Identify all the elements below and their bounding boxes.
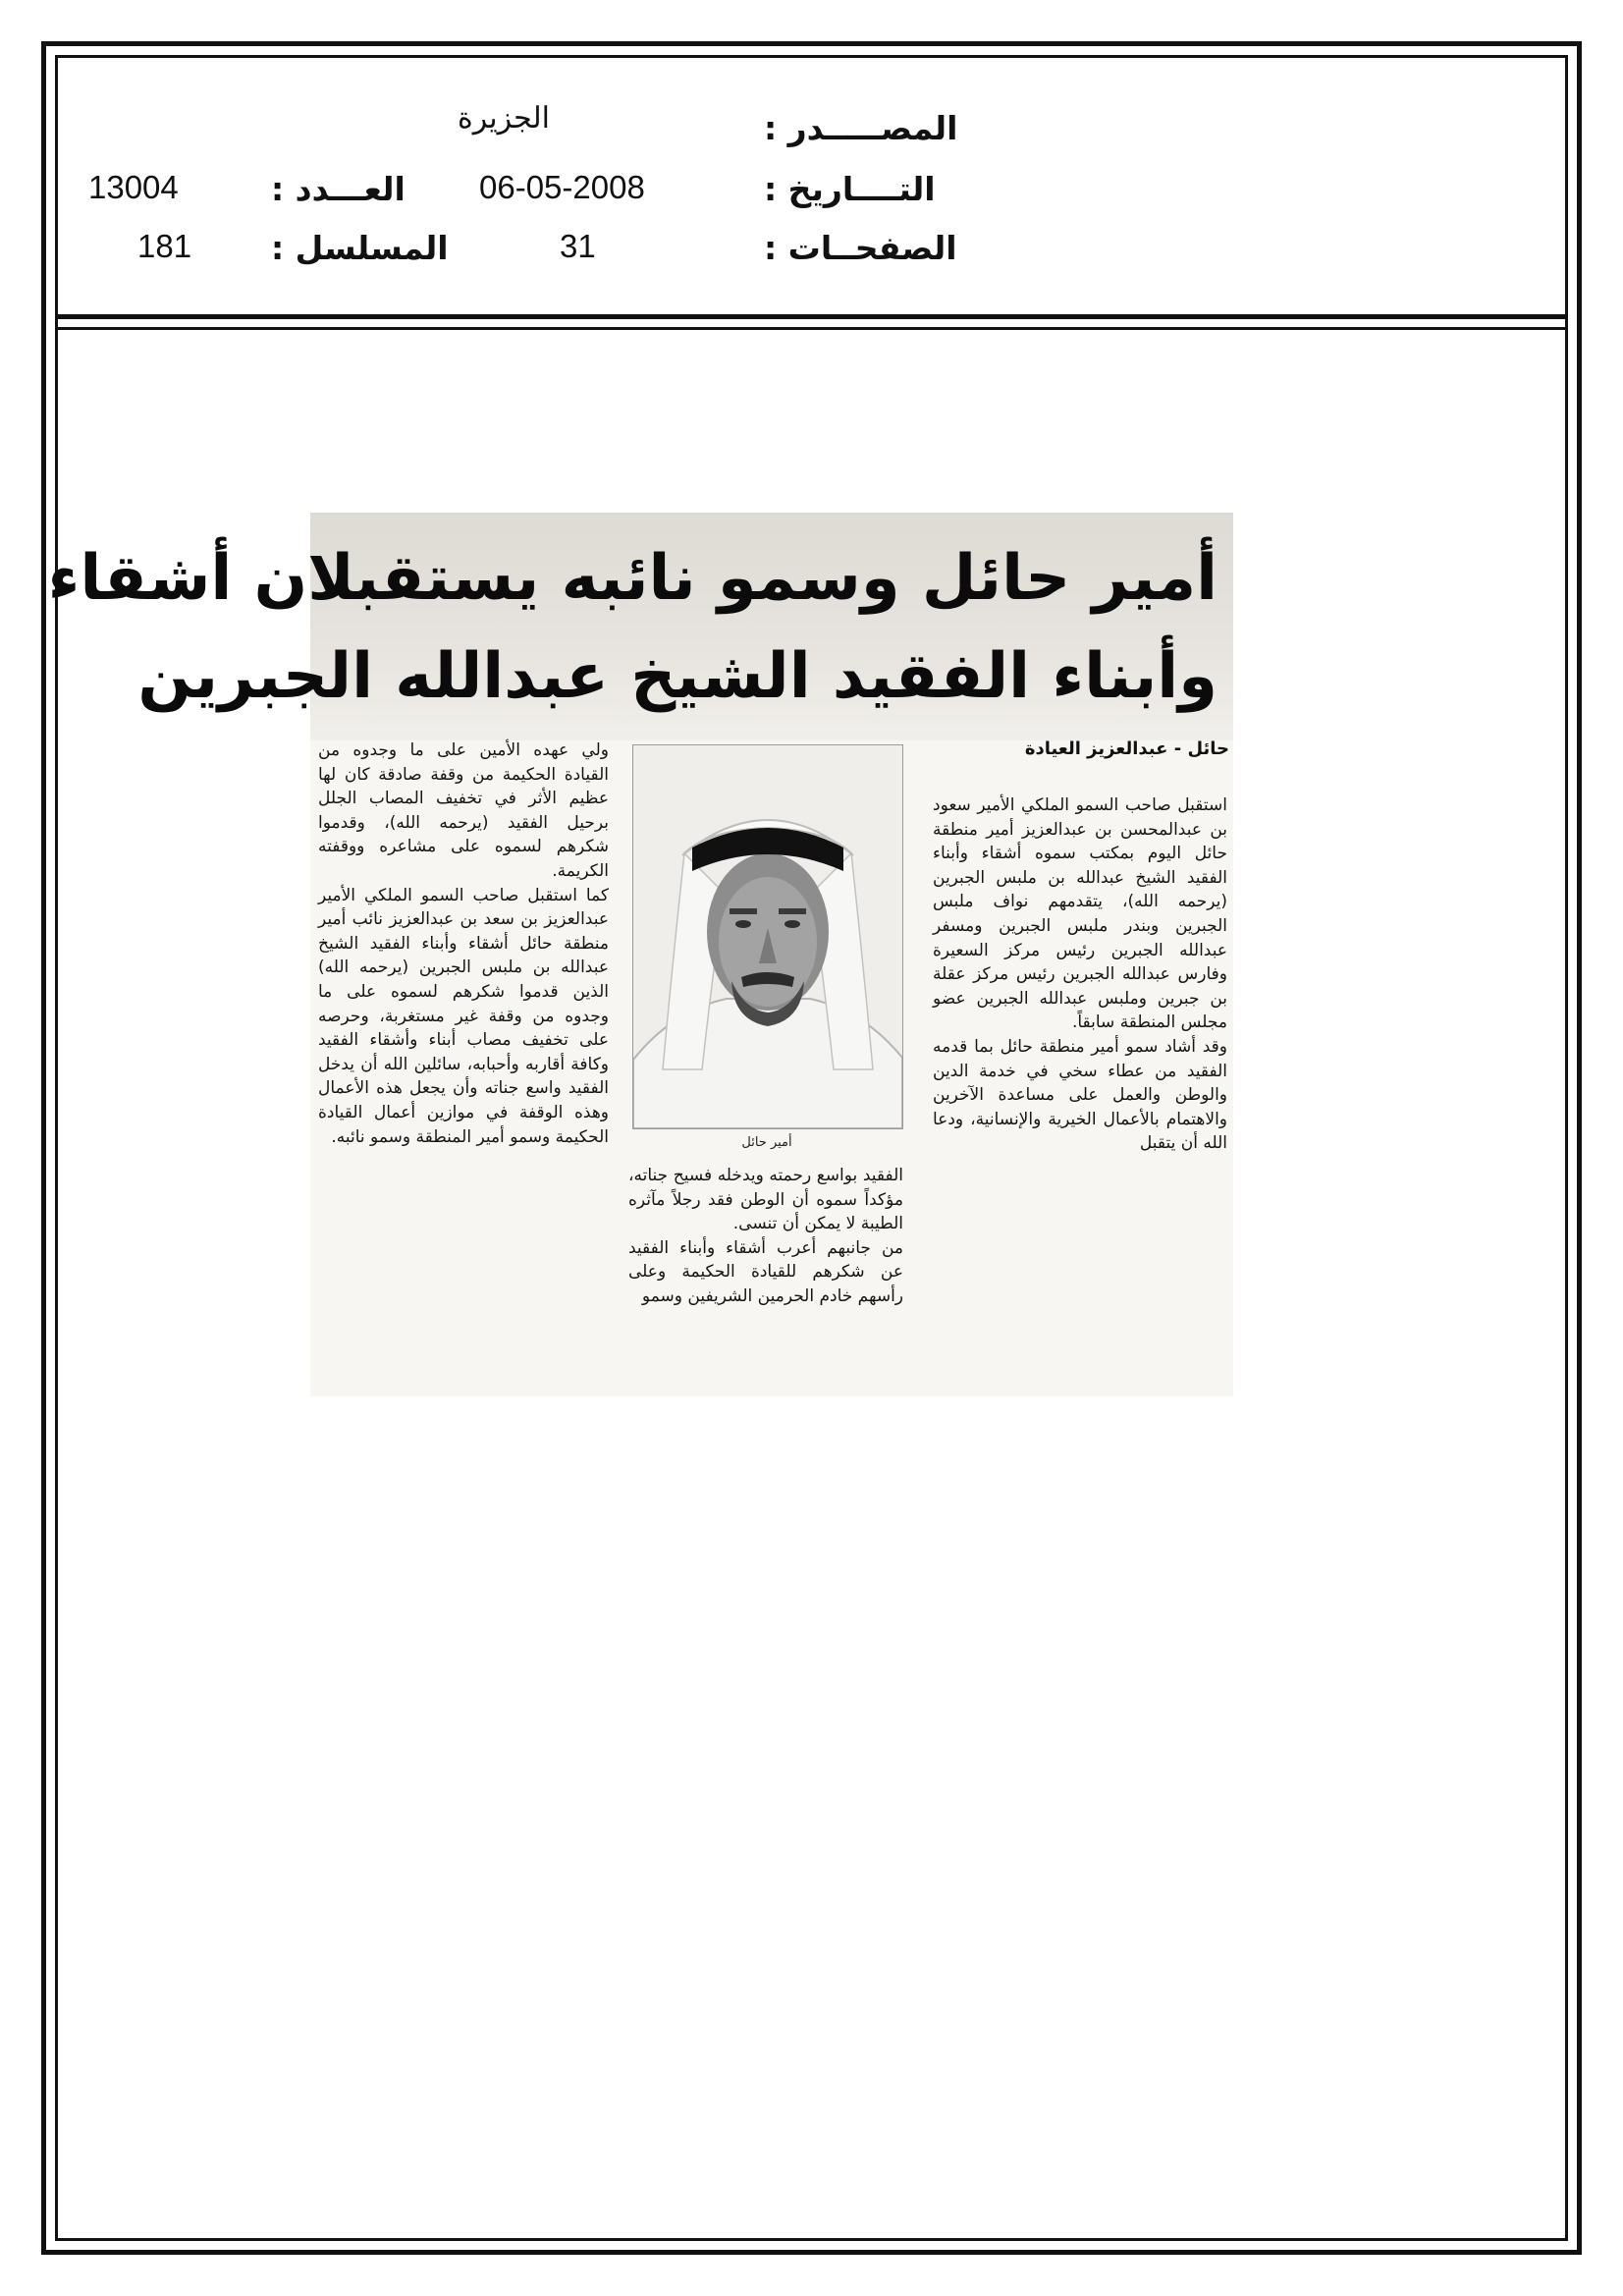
paragraph: الفقيد بواسع رحمته ويدخله فسيح جناته، مؤكداً سموه أن الوطن فقد رجلاً مآثره الطيبة لا يمكن أن تنسى. (628, 1166, 903, 1234)
source-label: المصـــــدر : (764, 109, 958, 147)
pages-label: الصفحــات : (764, 229, 957, 267)
article-column-right (933, 793, 1227, 1156)
date-label: التــــاريخ : (764, 170, 936, 208)
paragraph: استقبل صاحب السمو الملكي الأمير سعود بن عبدالمحسن بن عبدالعزيز أمير منطقة حائل اليوم بمكتب سموه أشقاء وأبناء الفقيد الشيخ عبدالله بن ملبس الجبرين (يرحمه الله)، يتقدمهم نواف ملبس الجبرين وبندر ملبس الجبرين ومسفر عبدالله الجبرين رئيس مركز السعيرة وفارس عبدالله الجبرين رئيس مركز عقلة بن جبرين وملبس عبدالله الجبرين عضو مجلس المنطقة سابقاً. (933, 795, 1227, 1033)
issue-label: العـــدد : (271, 170, 406, 208)
article-column-middle (628, 1164, 903, 1309)
portrait-photo (632, 744, 903, 1129)
pages-value: 31 (560, 228, 596, 264)
photo-caption: أمير حائل (741, 1135, 792, 1150)
headline-line-2: وأبناء الفقيد الشيخ عبدالله الجبرين (137, 640, 1217, 713)
headline-line-1: أمير حائل وسمو نائبه يستقبلان أشقاء (47, 542, 1217, 615)
serial-label: المسلسل : (271, 229, 449, 267)
byline: حائل - عبدالعزيز العيادة (1024, 738, 1229, 759)
date-value: 06-05-2008 (479, 169, 645, 205)
paragraph: ولي عهده الأمين على ما وجدوه من القيادة الحكيمة من وقفة صادقة كان لها عظيم الأثر في تخفيف المصاب الجلل برحيل الفقيد (يرحمه الله)، وقدموا شكرهم لسموه على مشاعره ووقفته الكريمة. (318, 740, 609, 881)
header-divider-thin (55, 327, 1568, 330)
paragraph: كما استقبل صاحب السمو الملكي الأمير عبدالعزيز بن سعد بن عبدالعزيز نائب أمير منطقة حائل أشقاء وأبناء الفقيد الشيخ عبدالله بن ملبس الجبرين (يرحمه الله) الذين قدموا شكرهم لسموه على ما وجدوه من وقفة غير مستغربة، وحرصه على تخفيف مصاب أبناء وأشقاء الفقيد وكافة أقاربه وأحبابه، سائلين الله أن يدخل الفقيد واسع جناته وأن يجعل هذه الأعمال وهذه الوقفة في موازين أعمال القيادة الحكيمة وسمو أمير المنطقة وسمو نائبه. (318, 885, 609, 1147)
paragraph: وقد أشاد سمو أمير منطقة حائل بما قدمه الفقيد من عطاء سخي في خدمة الدين والوطن والعمل على مساعدة الآخرين والاهتمام بالأعمال الخيرية والإنسانية، ودعا الله أن يتقبل (933, 1036, 1227, 1154)
paragraph: من جانبهم أعرب أشقاء وأبناء الفقيد عن شكرهم للقيادة الحكيمة وعلى رأسهم خادم الحرمين الشريفين وسمو (628, 1237, 903, 1306)
issue-value: 13004 (88, 169, 179, 205)
serial-value: 181 (137, 228, 192, 264)
header-divider (55, 314, 1568, 319)
portrait-illustration (633, 745, 902, 1128)
source-value: الجزيرة (458, 102, 551, 135)
article-column-left (318, 738, 609, 1149)
